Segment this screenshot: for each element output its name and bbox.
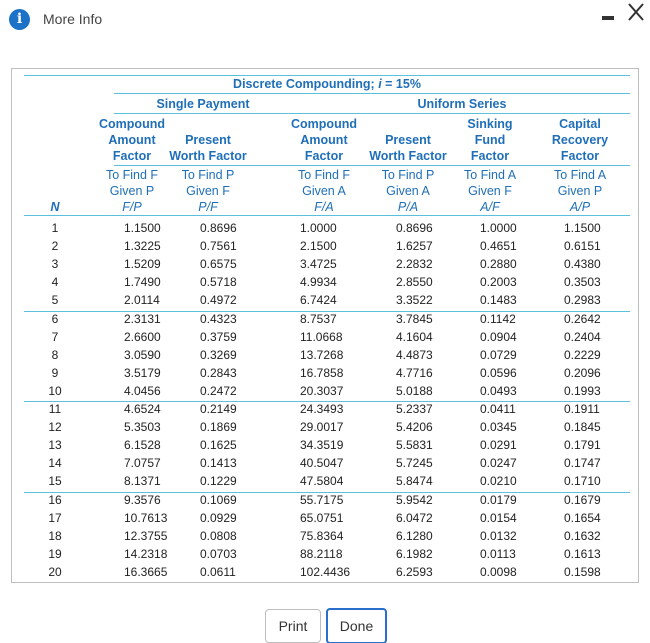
column-3-symbol: F/A	[314, 200, 334, 214]
column-2-name-line: Worth Factor	[169, 149, 247, 163]
table-cell: 0.0345	[480, 420, 517, 435]
column-3-name-line: Amount	[300, 133, 348, 147]
table-cell: 6.2593	[396, 564, 433, 579]
dialog-title: More Info	[43, 11, 103, 27]
table-cell: 0.3269	[200, 347, 237, 362]
column-6-name-line: Capital	[559, 117, 601, 131]
table-cell: 0.2472	[200, 383, 237, 398]
table-cell: 0.1069	[200, 492, 237, 507]
row-n-cell: 18	[48, 528, 62, 543]
table-cell: 4.9934	[300, 275, 337, 290]
table-cell: 0.1229	[200, 474, 237, 489]
column-4-find-line: To Find P	[381, 168, 435, 182]
dialog-titlebar	[0, 0, 650, 40]
row-n-cell: 8	[51, 347, 59, 362]
table-cell: 0.0098	[480, 564, 517, 579]
table-cell: 0.1598	[564, 564, 601, 579]
table-cell: 6.0472	[396, 510, 433, 525]
column-1-find-line: To Find F	[105, 168, 159, 182]
row-n-cell: 3	[51, 257, 59, 272]
table-cell: 8.1371	[124, 474, 161, 489]
row-n-cell: 2	[51, 239, 59, 254]
row-n-cell: 17	[48, 510, 62, 525]
table-cell: 0.1845	[564, 420, 601, 435]
table-cell: 8.7537	[300, 311, 337, 326]
table-cell: 4.0456	[124, 383, 161, 398]
column-3-name-line: Compound	[291, 117, 357, 131]
column-1-find-line: Given P	[109, 184, 155, 198]
table-cell: 3.5179	[124, 365, 161, 380]
table-cell: 0.1142	[480, 311, 516, 326]
column-6-find-line: To Find A	[553, 168, 607, 182]
table-cell: 5.8474	[396, 474, 433, 489]
column-2-find-line: Given F	[186, 184, 230, 198]
table-cell: 14.2318	[124, 546, 168, 561]
table-cell: 5.7245	[396, 456, 433, 471]
table-cell: 0.1679	[564, 492, 601, 507]
row-n-cell: 20	[48, 564, 62, 579]
table-cell: 6.1528	[124, 438, 161, 453]
table-cell: 0.1911	[564, 402, 600, 416]
column-4-symbol: P/A	[397, 200, 419, 214]
table-cell: 29.0017	[300, 420, 344, 435]
table-cell: 0.2983	[564, 293, 601, 308]
column-5-symbol: A/F	[480, 200, 500, 214]
table-cell: 34.3519	[300, 438, 344, 453]
table-cell: 0.0703	[200, 546, 237, 561]
row-n-cell: 7	[51, 329, 59, 344]
table-cell: 7.0757	[124, 456, 161, 471]
table-cell: 0.0411	[480, 402, 516, 416]
table-cell: 0.0808	[200, 528, 237, 543]
column-5-name-line: Sinking	[467, 117, 513, 131]
table-cell: 1.6257	[396, 239, 433, 254]
table-cell: 75.8364	[300, 528, 344, 543]
n-column-header: N	[50, 200, 60, 214]
table-cell: 0.0132	[480, 528, 517, 543]
column-5-find-line: To Find A	[463, 168, 517, 182]
table-cell: 4.1604	[396, 329, 433, 344]
table-cell: 47.5804	[300, 474, 344, 489]
close-icon[interactable]	[625, 1, 647, 25]
table-cell: 0.8696	[396, 221, 433, 235]
column-2-name-line: Present	[185, 133, 231, 147]
table-cell: 0.1993	[564, 383, 601, 398]
table-cell: 4.4873	[396, 347, 433, 362]
column-4-name-line: Present	[385, 133, 431, 147]
table-cell: 0.2149	[200, 402, 237, 416]
column-1-name-line: Amount	[108, 133, 156, 147]
column-2-find-line: To Find P	[181, 168, 235, 182]
table-cell: 5.9542	[396, 492, 433, 507]
row-n-cell: 12	[48, 420, 62, 435]
row-n-cell: 14	[48, 456, 62, 471]
column-1-symbol: F/P	[122, 200, 142, 214]
table-cell: 2.8550	[396, 275, 433, 290]
table-cell: 65.0751	[300, 510, 344, 525]
row-n-cell: 4	[51, 275, 59, 290]
table-cell: 0.0611	[200, 564, 236, 579]
column-3-name-line: Factor	[304, 149, 344, 163]
table-cell: 0.2642	[564, 311, 601, 326]
table-cell: 3.4725	[300, 257, 337, 272]
table-cell: 0.4972	[200, 293, 237, 308]
column-6-find-line: Given P	[557, 184, 603, 198]
table-cell: 11.0668	[300, 329, 343, 344]
table-cell: 16.7858	[300, 365, 344, 380]
table-cell: 24.3493	[300, 402, 344, 416]
table-cell: 1.5209	[124, 257, 161, 272]
table-cell: 0.0247	[480, 456, 517, 471]
table-cell: 0.0929	[200, 510, 237, 525]
table-cell: 5.3503	[124, 420, 161, 435]
table-cell: 0.0210	[480, 474, 517, 489]
table-cell: 5.4206	[396, 420, 433, 435]
row-n-cell: 15	[48, 474, 62, 489]
column-6-symbol: A/P	[569, 200, 591, 214]
table-cell: 0.1613	[564, 546, 601, 561]
table-cell: 0.3759	[200, 329, 237, 344]
table-cell: 55.7175	[300, 492, 344, 507]
column-3-find-line: To Find F	[297, 168, 351, 182]
row-n-cell: 16	[48, 492, 62, 507]
table-cell: 0.0596	[480, 365, 517, 380]
table-cell: 5.2337	[396, 402, 433, 416]
table-cell: 0.4323	[200, 311, 237, 326]
table-cell: 0.4380	[564, 257, 601, 272]
table-cell: 12.3755	[124, 528, 168, 543]
table-cell: 0.3503	[564, 275, 601, 290]
table-cell: 2.2832	[396, 257, 433, 272]
row-n-cell: 5	[51, 293, 59, 308]
table-cell: 0.2404	[564, 329, 601, 344]
table-cell: 1.0000	[480, 221, 517, 235]
table-cell: 3.3522	[396, 293, 433, 308]
table-cell: 5.5831	[396, 438, 433, 453]
table-cell: 4.6524	[124, 402, 161, 416]
table-cell: 0.2880	[480, 257, 517, 272]
table-cell: 1.3225	[124, 239, 161, 254]
table-cell: 0.1710	[564, 474, 601, 489]
table-cell: 6.1280	[396, 528, 433, 543]
table-cell: 1.1500	[124, 221, 161, 235]
table-cell: 0.0113	[480, 546, 516, 561]
table-cell: 3.0590	[124, 347, 161, 362]
table-cell: 2.0114	[124, 293, 160, 308]
table-cell: 5.0188	[396, 383, 433, 398]
table-cell: 0.1625	[200, 438, 237, 453]
table-cell: 0.1632	[564, 528, 601, 543]
column-6-name-line: Recovery	[551, 133, 609, 147]
table-cell: 4.7716	[396, 365, 433, 380]
column-1-name-line: Compound	[99, 117, 165, 131]
table-cell: 1.7490	[124, 275, 161, 290]
row-n-cell: 6	[51, 311, 59, 326]
row-n-cell: 1	[51, 221, 59, 235]
column-4-find-line: Given A	[386, 184, 430, 198]
table-cell: 0.7561	[200, 239, 237, 254]
table-cell: 0.2843	[200, 365, 237, 380]
row-n-cell: 9	[51, 365, 59, 380]
table-caption: Discrete Compounding; i = 15%	[233, 77, 421, 91]
table-cell: 6.1982	[396, 546, 433, 561]
row-n-cell: 11	[48, 402, 62, 416]
table-cell: 0.0729	[480, 347, 517, 362]
table-cell: 0.1483	[480, 293, 517, 308]
table-cell: 0.0493	[480, 383, 517, 398]
row-n-cell: 13	[48, 438, 62, 453]
table-cell: 0.6575	[200, 257, 237, 272]
table-cell: 2.1500	[300, 239, 337, 254]
column-5-find-line: Given F	[468, 184, 512, 198]
table-cell: 40.5047	[300, 456, 344, 471]
table-cell: 10.7613	[124, 510, 168, 525]
table-cell: 6.7424	[300, 293, 337, 308]
column-4-name-line: Worth Factor	[369, 149, 447, 163]
done-button[interactable]: Done	[326, 608, 387, 643]
table-cell: 0.0179	[480, 492, 517, 507]
table-cell: 0.0291	[480, 438, 517, 453]
table-cell: 0.0154	[480, 510, 517, 525]
table-cell: 1.0000	[300, 221, 337, 235]
table-cell: 16.3665	[124, 564, 168, 579]
factor-table-panel	[11, 68, 639, 583]
table-cell: 0.0904	[480, 329, 517, 344]
group-uniform-series: Uniform Series	[417, 97, 507, 111]
print-button[interactable]: Print	[265, 609, 321, 643]
row-n-cell: 19	[48, 546, 62, 561]
column-6-name-line: Factor	[560, 149, 600, 163]
table-cell: 0.1654	[564, 510, 601, 525]
table-cell: 0.4651	[480, 239, 517, 254]
table-cell: 9.3576	[124, 492, 161, 507]
table-cell: 0.5718	[200, 275, 237, 290]
table-cell: 0.2003	[480, 275, 517, 290]
table-cell: 1.1500	[564, 221, 601, 235]
table-cell: 13.7268	[300, 347, 344, 362]
table-cell: 2.6600	[124, 329, 161, 344]
table-cell: 0.1413	[200, 456, 237, 471]
group-single-payment: Single Payment	[156, 97, 250, 111]
table-cell: 3.7845	[396, 311, 433, 326]
info-icon: i	[9, 9, 30, 30]
table-cell: 0.8696	[200, 221, 237, 235]
table-cell: 88.2118	[300, 546, 343, 561]
column-2-symbol: P/F	[198, 200, 218, 214]
table-cell: 0.2096	[564, 365, 601, 380]
table-cell: 102.4436	[300, 564, 351, 579]
table-cell: 0.1791	[564, 438, 601, 453]
row-n-cell: 10	[48, 383, 62, 398]
table-cell: 0.6151	[564, 239, 601, 254]
table-cell: 20.3037	[300, 383, 344, 398]
table-cell: 2.3131	[124, 311, 161, 326]
minimize-icon[interactable]	[601, 5, 617, 25]
table-cell: 0.2229	[564, 347, 601, 362]
column-5-name-line: Fund	[474, 133, 506, 147]
table-cell: 0.1747	[564, 456, 601, 471]
column-5-name-line: Factor	[470, 149, 510, 163]
column-3-find-line: Given A	[302, 184, 346, 198]
table-cell: 0.1869	[200, 420, 237, 435]
column-1-name-line: Factor	[112, 149, 152, 163]
